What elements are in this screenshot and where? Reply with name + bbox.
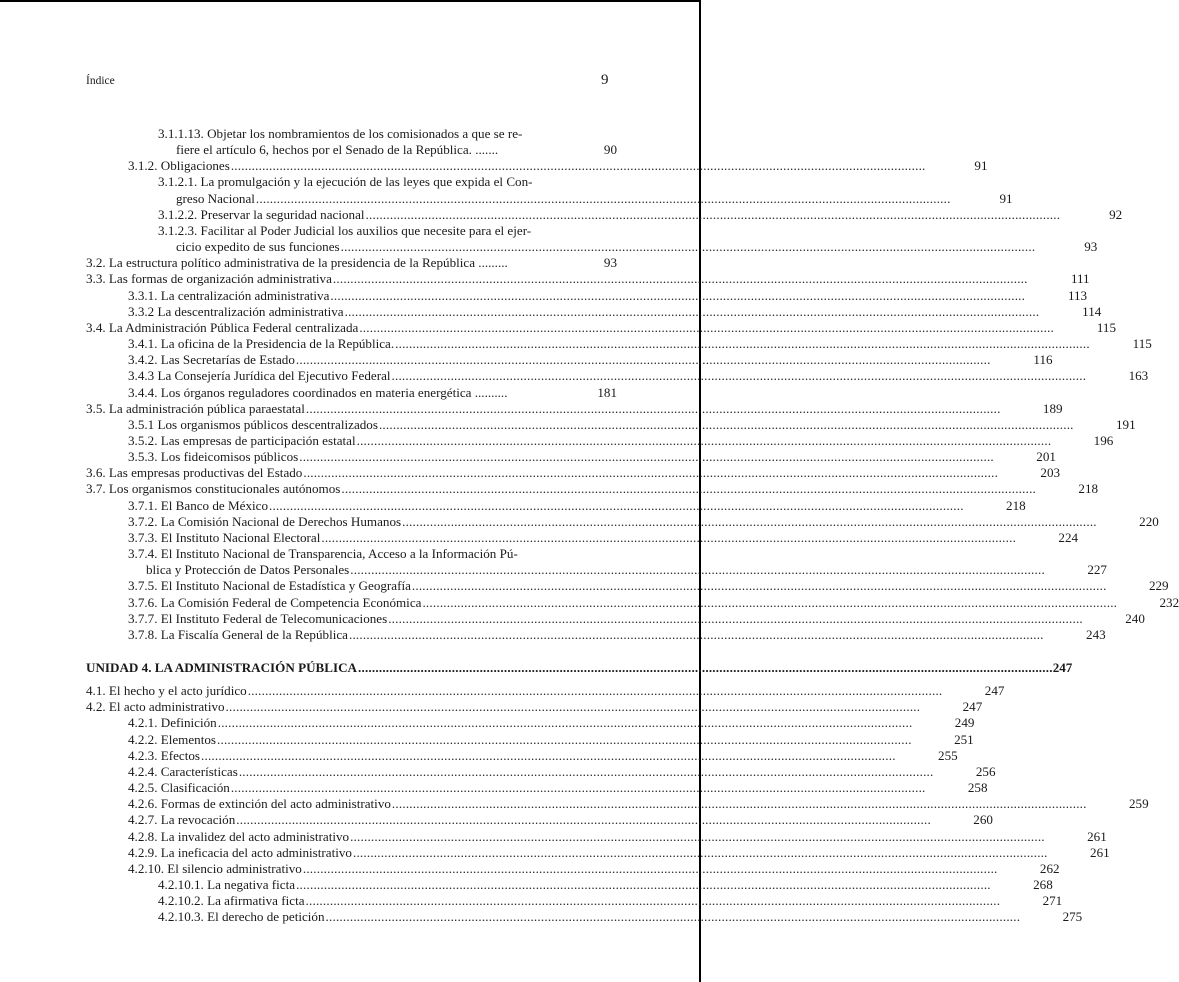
- toc-entry-title: [86, 660, 1053, 676]
- toc-entry-title: [86, 578, 1107, 594]
- toc-page-number: 92: [1109, 206, 1123, 222]
- toc-page-number: 111: [1070, 271, 1090, 287]
- toc-page-number: 93: [603, 255, 617, 271]
- toc-entry[interactable]: [86, 683, 1005, 699]
- toc-entry-text: 3.4.4. Los órganos reguladores coordinados en materia energética ..........: [128, 384, 508, 400]
- section-gap: [86, 676, 617, 683]
- toc-page-number: 229: [1148, 578, 1169, 594]
- toc-entry-line: [158, 207, 1060, 223]
- toc-entry-line: [128, 732, 912, 748]
- toc-entry[interactable]: [86, 877, 1053, 893]
- toc-entry-title: [86, 288, 1025, 304]
- toc-entry-line: [128, 715, 912, 731]
- toc-entry-line: [128, 595, 1117, 611]
- toc-entry[interactable]: [86, 893, 1063, 909]
- dot-leader: [306, 401, 1001, 417]
- toc-page-number: 243: [1086, 626, 1106, 642]
- toc-page-number: 268: [1033, 877, 1053, 893]
- toc-page-number: 262: [1039, 860, 1060, 876]
- dot-leader: [296, 352, 991, 368]
- toc-page-number: 196: [1093, 432, 1114, 448]
- toc-entry-line: [158, 909, 1020, 925]
- toc-entry-text: blica y Protección de Datos Personales: [146, 562, 350, 578]
- toc-entry-title: [86, 368, 1086, 384]
- running-title: Índice: [86, 75, 115, 87]
- section-gap: [86, 643, 617, 660]
- toc-entry-line: [128, 812, 931, 828]
- toc-entry-text: 4.2.5. Clasificación: [128, 780, 230, 796]
- dot-leader: [422, 595, 1117, 611]
- toc-entry-line: [128, 627, 1044, 643]
- toc-page-number: 93: [1084, 239, 1098, 255]
- dot-leader: [231, 780, 926, 796]
- toc-entry[interactable]: [86, 174, 1013, 206]
- toc-entry[interactable]: [86, 699, 983, 715]
- toc-entry-title: [86, 271, 1028, 287]
- toc-entry-title: [86, 829, 1045, 845]
- toc-page-number: 259: [1128, 796, 1149, 812]
- toc-entry-text: 4.2.2. Elementos: [128, 731, 217, 747]
- toc-entry[interactable]: [86, 449, 1056, 465]
- toc-entry-line: [86, 481, 1036, 497]
- toc-page-number: 201: [1036, 449, 1056, 465]
- dot-leader: [395, 336, 1090, 352]
- toc-entry[interactable]: [86, 715, 975, 731]
- toc-entry-text: 3.3.2 La descentralización administrativa: [128, 303, 344, 319]
- dot-leader: [358, 660, 1053, 676]
- toc-page-number: 91: [974, 158, 988, 174]
- toc-entry[interactable]: [86, 336, 1152, 352]
- toc-entry-title: [86, 401, 1001, 417]
- toc-page-number: 260: [973, 812, 993, 828]
- toc-entry-line: [128, 158, 926, 174]
- toc-entry-line: [86, 465, 998, 481]
- toc-entry-text: UNIDAD 4. LA ADMINISTRACIÓN PÚBLICA: [86, 660, 357, 675]
- dot-leader: [326, 909, 1021, 925]
- toc-entry-title: [86, 498, 964, 514]
- toc-entry[interactable]: [86, 747, 958, 764]
- toc-entry-title: [86, 546, 1045, 578]
- toc-entry-line: [128, 417, 1074, 433]
- dot-leader: [388, 611, 1083, 627]
- toc-entry-line: [158, 126, 555, 142]
- toc-entry-title: [86, 877, 991, 893]
- toc-page-number: 113: [1067, 287, 1088, 303]
- toc-page-number: 247: [1052, 660, 1073, 675]
- toc-entry-text: 3.5.1 Los organismos públicos descentralizados: [128, 416, 378, 432]
- toc-entry-text: 3.5.3. Los fideicomisos públicos: [128, 449, 299, 465]
- dot-leader: [303, 861, 998, 877]
- toc-entry[interactable]: [86, 303, 1102, 320]
- toc-entry-title: [86, 336, 1090, 352]
- toc-page-number: 203: [1040, 465, 1061, 481]
- toc-entry-title: [86, 174, 951, 206]
- dot-leader: [350, 829, 1045, 845]
- dot-leader: [306, 893, 1001, 909]
- toc-entry-line: [158, 239, 1035, 255]
- dot-leader: [350, 562, 1045, 578]
- toc-entry-text: 3.1.2.3. Facilitar al Poder Judicial los auxilios que necesite para el ejer-: [158, 222, 532, 238]
- toc-entry-title: [86, 223, 1035, 255]
- toc-entry[interactable]: [86, 481, 1099, 497]
- toc-entry-text: 4.2.10.3. El derecho de petición: [158, 909, 325, 925]
- dot-leader: [412, 578, 1107, 594]
- toc-entry[interactable]: [86, 416, 1136, 433]
- toc-page-number: 247: [984, 683, 1005, 699]
- toc-entry[interactable]: [86, 780, 988, 796]
- toc-entry-title: [86, 715, 912, 731]
- toc-entry[interactable]: [86, 529, 1079, 546]
- toc-entry-line: [128, 352, 991, 368]
- toc-page-number: 114: [1082, 303, 1102, 319]
- toc-entry-line: [128, 578, 1107, 594]
- dot-leader: [303, 465, 998, 481]
- dot-leader: [256, 191, 951, 207]
- toc-page-number: 163: [1128, 368, 1149, 384]
- toc-entry[interactable]: [86, 497, 1026, 514]
- toc-entry-text: 3.1.2. Obligaciones: [128, 158, 230, 174]
- dot-leader: [333, 271, 1028, 287]
- toc-entry-text: 3.1.1.13. Objetar los nombramientos de los comisionados a que se re-: [158, 126, 523, 141]
- toc-entry-text: 3.3.1. La centralización administrativa: [128, 287, 330, 303]
- toc-entry-line: [158, 223, 1035, 239]
- dot-leader: [345, 304, 1040, 320]
- toc-entry-text: 3.5.2. Las empresas de participación estatal: [128, 432, 356, 448]
- dot-leader: [349, 627, 1044, 643]
- toc-entry-text: 3.1.2.1. La promulgación y la ejecución de las leyes que expida el Con-: [158, 174, 533, 190]
- dot-leader: [226, 699, 921, 715]
- toc-entry-line: [128, 562, 1045, 578]
- toc-entry-title: [86, 320, 1054, 336]
- toc-entry-line: [128, 748, 896, 764]
- dot-leader: [330, 288, 1025, 304]
- toc-entry-line: [158, 191, 951, 207]
- toc-entry-line: [86, 660, 1053, 676]
- toc-entry[interactable]: [86, 368, 1149, 384]
- toc-entry-line: [128, 546, 1045, 562]
- toc-entry-text: 4.2.1. Definición: [128, 715, 217, 731]
- toc-entry-text: 3.3. Las formas de organización administrativa: [86, 271, 332, 287]
- toc-entry[interactable]: [86, 432, 1114, 449]
- toc-entry-title: [86, 861, 998, 877]
- toc-chapter-heading[interactable]: [86, 660, 1073, 676]
- toc-entry-text: 3.4. La Administración Pública Federal centralizada: [86, 319, 359, 335]
- toc-page-number: 115: [1132, 336, 1152, 352]
- dot-leader: [366, 207, 1061, 223]
- toc-entry-text: 4.2. El acto administrativo: [86, 699, 225, 715]
- toc-entry-text: 3.5. La administración pública paraestatal: [86, 400, 305, 416]
- toc-entry-text: 3.7.4. El Instituto Nacional de Transparencia, Acceso a la Información Pú-: [128, 546, 518, 562]
- toc-entry-title: [86, 893, 1000, 909]
- toc-page-number: 189: [1042, 400, 1063, 416]
- toc-entry[interactable]: [86, 546, 1107, 578]
- toc-entry-title: [86, 699, 920, 715]
- toc-entry-text: 3.4.2. Las Secretarías de Estado: [128, 352, 295, 368]
- dot-leader: [353, 845, 1048, 861]
- toc-entry-text: 3.7.6. La Comisión Federal de Competencia Económica: [128, 594, 422, 610]
- toc-entry[interactable]: [86, 909, 1083, 925]
- toc-entry-text: 4.2.6. Formas de extinción del acto administrativo: [128, 796, 391, 812]
- toc-entry-text: 4.2.10.2. La afirmativa ficta: [158, 893, 305, 909]
- toc-entry-line: [128, 530, 1016, 546]
- toc-page-number: 218: [1078, 481, 1099, 497]
- toc-entry-text: 4.2.3. Efectos: [128, 747, 200, 763]
- toc-entry-line: [158, 142, 555, 158]
- toc-entry-title: [86, 909, 1020, 925]
- toc-entry-title: [86, 433, 1051, 449]
- page-top-rule: [0, 0, 701, 2]
- toc-page-number: 181: [597, 384, 617, 400]
- page-number: 9: [601, 72, 609, 88]
- toc-entry-line: [128, 764, 934, 780]
- toc-entry-text: cicio expedito de sus funciones: [176, 239, 340, 255]
- toc-entry-line: [128, 304, 1039, 320]
- toc-entry-text: greso Nacional: [176, 190, 255, 206]
- toc-page-number: 271: [1042, 893, 1063, 909]
- dot-leader: [299, 449, 994, 465]
- toc-entry-text: 3.7.7. El Instituto Federal de Telecomunicaciones: [128, 610, 388, 626]
- toc-page-number: 240: [1125, 610, 1145, 626]
- toc-entry-text: 3.1.2.2. Preservar la seguridad nacional: [158, 206, 365, 222]
- toc-entry-text: 3.7.3. El Instituto Nacional Electoral: [128, 529, 321, 545]
- toc-entry-title: [86, 352, 991, 368]
- toc-entry-line: [128, 861, 998, 877]
- toc-entry-title: [86, 158, 926, 174]
- toc-entry[interactable]: [86, 796, 1149, 812]
- toc-entry-text: 3.7.5. El Instituto Nacional de Estadística y Geografía: [128, 578, 411, 594]
- dot-leader: [379, 417, 1074, 433]
- dot-leader: [357, 433, 1052, 449]
- toc-entry-title: [86, 126, 555, 158]
- toc-entry-line: [128, 845, 1048, 861]
- toc-entry-text: 4.2.10.1. La negativa ficta: [158, 877, 296, 893]
- toc-entry-line: [128, 829, 1045, 845]
- toc-entry-line: [86, 401, 1001, 417]
- toc-entry-title: [86, 732, 912, 748]
- toc-entry-title: [86, 255, 555, 271]
- dot-leader: [236, 812, 931, 828]
- toc-entry-text: 3.7. Los organismos constitucionales autónomos: [86, 481, 341, 497]
- toc-entry[interactable]: [86, 158, 988, 174]
- toc-entry-text: 3.2. La estructura político administrativa de la presidencia de la República .........: [86, 255, 508, 271]
- dot-leader: [402, 514, 1097, 530]
- toc-entry-title: [86, 611, 1083, 627]
- toc-entry-title: [86, 595, 1117, 611]
- toc-entry[interactable]: [86, 287, 1088, 304]
- toc-entry-title: [86, 845, 1048, 861]
- toc-entry[interactable]: [86, 610, 1145, 627]
- toc-page-number: 275: [1062, 909, 1083, 925]
- dot-leader: [392, 796, 1087, 812]
- toc-entry[interactable]: [86, 271, 1090, 287]
- toc-page-number: 91: [999, 190, 1013, 206]
- toc-entry-text: 3.7.8. La Fiscalía General de la República: [128, 626, 348, 642]
- toc-entry-line: [128, 336, 1090, 352]
- toc-entry-title: [86, 764, 934, 780]
- toc-entry-title: [86, 304, 1039, 320]
- toc-page-number: 115: [1096, 319, 1117, 335]
- toc-entry-line: [128, 611, 1083, 627]
- toc-entry-line: [128, 368, 1086, 384]
- toc-entry[interactable]: [86, 222, 1098, 255]
- toc-entry[interactable]: [86, 763, 996, 780]
- toc-page-number: 191: [1116, 416, 1136, 432]
- toc-entry-title: [86, 683, 942, 699]
- toc-entry-title: [86, 465, 998, 481]
- toc-page-number: 251: [954, 731, 974, 747]
- dot-leader: [231, 158, 926, 174]
- toc-entry-line: [86, 320, 1054, 336]
- toc-entry-line: [86, 683, 942, 699]
- toc-entry-line: [86, 255, 555, 271]
- dot-leader: [217, 732, 912, 748]
- dot-leader: [296, 877, 991, 893]
- toc-page-number: 90: [603, 142, 617, 158]
- toc-page-number: 261: [1087, 828, 1107, 844]
- dot-leader: [359, 320, 1054, 336]
- toc-entry[interactable]: [86, 513, 1159, 530]
- toc-entry-title: [86, 780, 926, 796]
- toc-entry-line: [86, 699, 920, 715]
- toc-page-number: 261: [1090, 844, 1110, 860]
- toc-entry-text: 3.4.1. La oficina de la Presidencia de la República.: [128, 336, 395, 352]
- toc-entry-line: [128, 514, 1097, 530]
- toc-entry[interactable]: [86, 126, 617, 158]
- toc-entry[interactable]: [86, 352, 1053, 368]
- toc-entry-line: [128, 433, 1051, 449]
- toc-entry-title: [86, 207, 1060, 223]
- dot-leader: [201, 748, 896, 764]
- toc-entry-line: [128, 780, 926, 796]
- dot-leader: [269, 498, 964, 514]
- dot-leader: [341, 239, 1036, 255]
- toc-entry-title: [86, 385, 555, 401]
- toc-entry-title: [86, 417, 1074, 433]
- toc-entry-line: [128, 288, 1025, 304]
- toc-entry-line: [86, 271, 1028, 287]
- toc-entry-line: [158, 174, 951, 190]
- toc-entry-title: [86, 514, 1097, 530]
- toc-page-number: 258: [967, 780, 988, 796]
- dot-leader: [321, 530, 1016, 546]
- toc-entry-text: 4.2.9. La ineficacia del acto administrativo: [128, 844, 352, 860]
- toc-entry[interactable]: [86, 828, 1107, 845]
- toc-entry[interactable]: [86, 255, 617, 271]
- toc-entry-text: 3.4.3 La Consejería Jurídica del Ejecutivo Federal: [128, 368, 391, 384]
- toc-page-number: 247: [962, 699, 983, 715]
- toc-page-number: 116: [1033, 352, 1053, 368]
- toc-entry-title: [86, 627, 1044, 643]
- toc-page-number: 256: [975, 763, 996, 779]
- toc-page-number: 232: [1159, 594, 1179, 610]
- toc-entry[interactable]: [86, 731, 974, 748]
- toc-entry[interactable]: [86, 400, 1063, 417]
- toc-entry[interactable]: [86, 594, 1179, 611]
- toc-entry-text: 3.7.1. El Banco de México: [128, 497, 268, 513]
- toc-entry-title: [86, 530, 1016, 546]
- toc-entry[interactable]: [86, 626, 1106, 643]
- dot-leader: [248, 683, 943, 699]
- toc-entry-text: 3.7.2. La Comisión Nacional de Derechos Humanos: [128, 513, 402, 529]
- toc-entry-title: [86, 449, 994, 465]
- toc-entry-line: [158, 893, 1000, 909]
- dot-leader: [392, 368, 1087, 384]
- dot-leader: [218, 715, 913, 731]
- toc-page-number: 220: [1139, 513, 1159, 529]
- toc-entry-title: [86, 796, 1087, 812]
- toc-entry[interactable]: [86, 206, 1123, 223]
- toc-entry[interactable]: [86, 812, 993, 828]
- toc-entry-text: 4.2.8. La invalidez del acto administrativo: [128, 828, 350, 844]
- toc-entry[interactable]: [86, 844, 1110, 861]
- toc-entry-text: 4.1. El hecho y el acto jurídico: [86, 683, 247, 699]
- toc-entry-title: [86, 812, 931, 828]
- toc-entry-line: [158, 877, 991, 893]
- toc-entry-text: 4.2.4. Características: [128, 763, 238, 779]
- toc-entry[interactable]: [86, 860, 1060, 877]
- table-of-contents: [86, 126, 1179, 926]
- toc-entry-line: [128, 449, 994, 465]
- toc-page-number: 224: [1058, 529, 1079, 545]
- toc-page-number: 227: [1087, 562, 1107, 578]
- toc-entry-line: [128, 385, 555, 401]
- toc-entry[interactable]: [86, 385, 617, 401]
- toc-entry-text: 3.6. Las empresas productivas del Estado: [86, 465, 303, 481]
- toc-entry-line: [128, 498, 964, 514]
- toc-entry-title: [86, 748, 896, 764]
- toc-entry-text: 4.2.10. El silencio administrativo: [128, 860, 302, 876]
- toc-entry-line: [128, 796, 1087, 812]
- toc-entry[interactable]: [86, 465, 1061, 481]
- dot-leader: [239, 764, 934, 780]
- toc-page-number: 249: [954, 715, 975, 731]
- toc-page-number: 255: [938, 747, 958, 763]
- toc-entry-text: fiere el artículo 6, hechos por el Senado de la República. .......: [176, 142, 499, 158]
- toc-page-number: 218: [1006, 497, 1026, 513]
- toc-entry[interactable]: [86, 578, 1169, 594]
- toc-entry-title: [86, 481, 1036, 497]
- dot-leader: [341, 481, 1036, 497]
- toc-entry[interactable]: [86, 319, 1117, 336]
- toc-entry-text: 4.2.7. La revocación: [128, 812, 236, 828]
